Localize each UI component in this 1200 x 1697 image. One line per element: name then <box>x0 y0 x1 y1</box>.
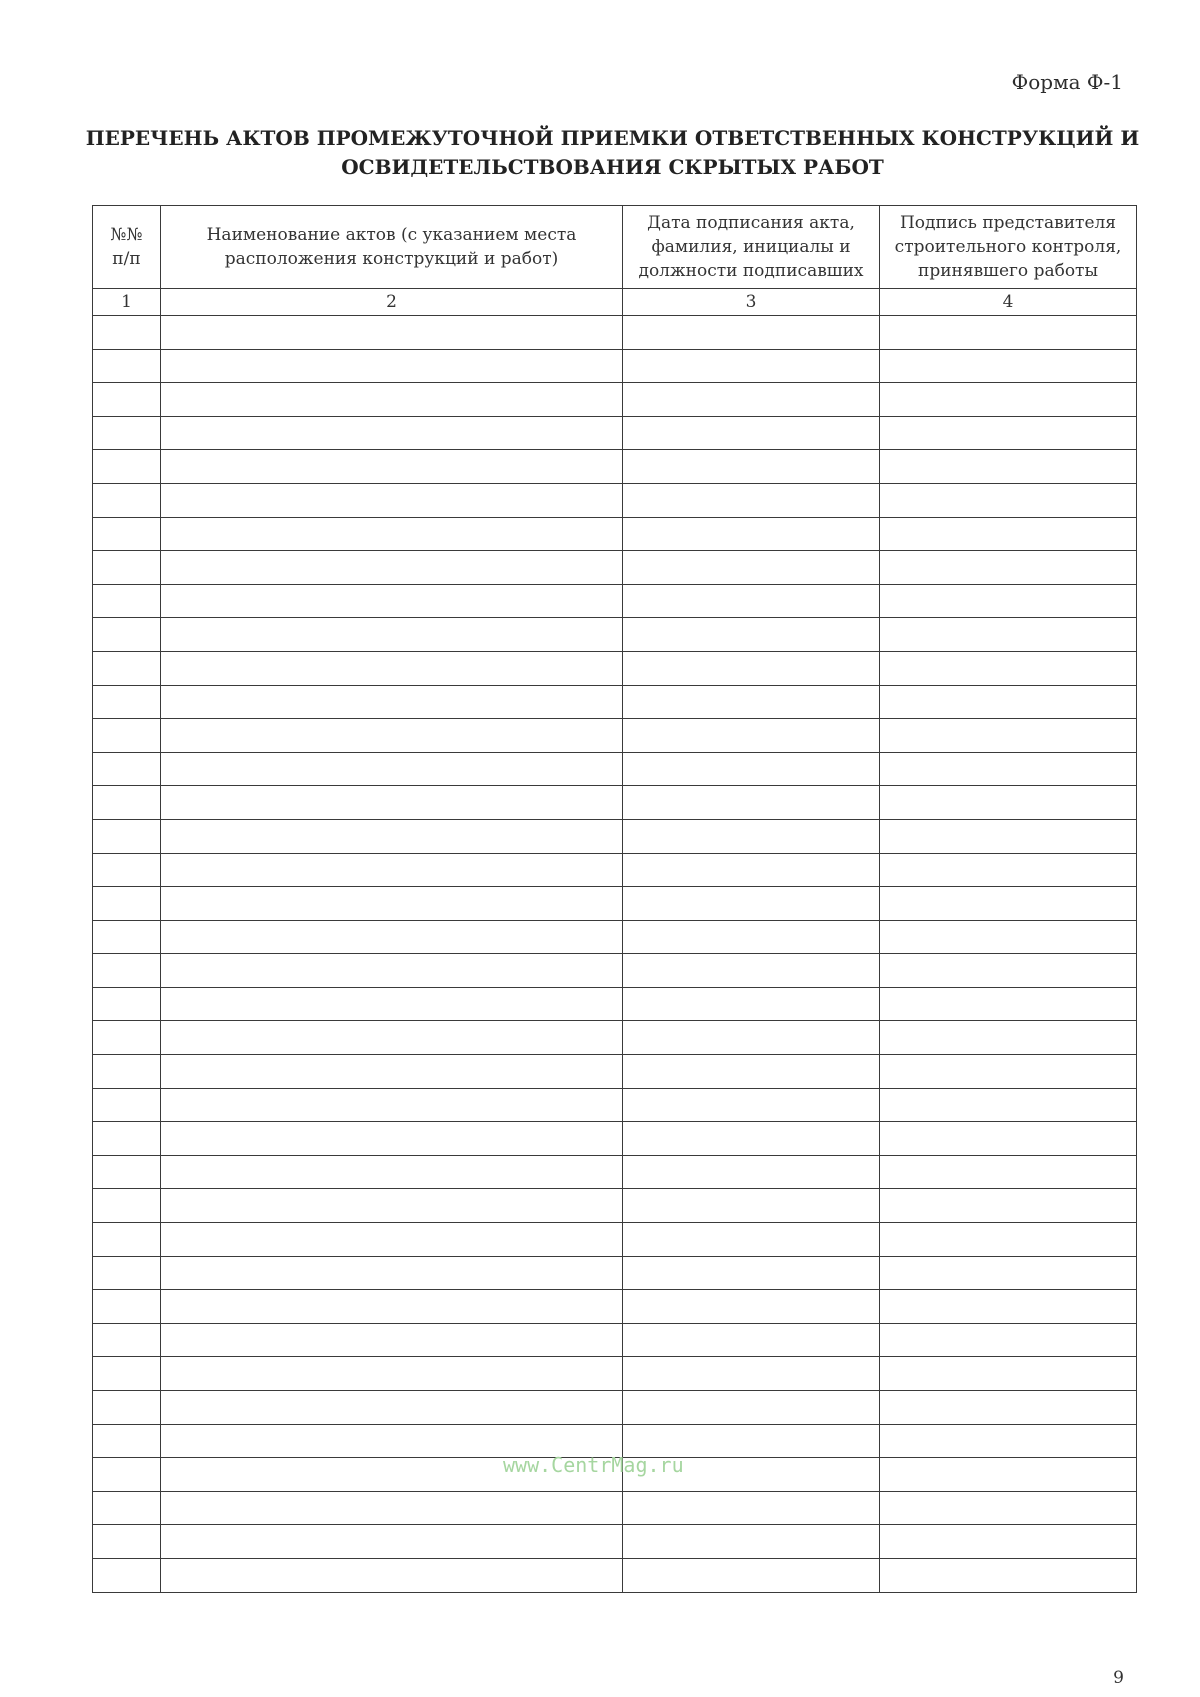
header-control-signature <box>880 206 1137 289</box>
table-cell <box>623 920 880 954</box>
table-cell <box>93 1256 161 1290</box>
table-cell <box>880 618 1137 652</box>
table-cell <box>623 316 880 350</box>
table-row <box>93 1155 1137 1189</box>
column-number-row <box>93 289 1137 316</box>
table-row <box>93 954 1137 988</box>
table-cell <box>880 1525 1137 1559</box>
table-cell <box>880 1558 1137 1592</box>
table-cell <box>880 1290 1137 1324</box>
table-cell <box>161 819 623 853</box>
table-cell <box>161 383 623 417</box>
table-cell <box>880 1088 1137 1122</box>
table-cell <box>880 349 1137 383</box>
table-cell <box>93 316 161 350</box>
table-cell <box>161 483 623 517</box>
table-cell <box>93 1088 161 1122</box>
table-cell <box>93 450 161 484</box>
table-cell <box>161 450 623 484</box>
table-cell <box>161 1290 623 1324</box>
table-cell <box>880 1491 1137 1525</box>
table-cell <box>161 1021 623 1055</box>
table-cell <box>161 1323 623 1357</box>
table-cell <box>161 551 623 585</box>
table-cell <box>623 1391 880 1425</box>
header-number-line-1: №№ <box>110 225 143 245</box>
table-cell <box>93 1055 161 1089</box>
page-number: 9 <box>1113 1668 1124 1688</box>
table-cell <box>93 1189 161 1223</box>
table-cell <box>880 551 1137 585</box>
table-cell <box>93 685 161 719</box>
table-cell <box>93 1491 161 1525</box>
table-row <box>93 517 1137 551</box>
table-cell <box>161 1491 623 1525</box>
table-cell <box>623 450 880 484</box>
table-cell <box>623 1256 880 1290</box>
table-cell <box>623 1558 880 1592</box>
table-cell <box>93 987 161 1021</box>
table-cell <box>161 987 623 1021</box>
table-cell <box>880 450 1137 484</box>
table-row <box>93 483 1137 517</box>
acts-table <box>92 205 1137 1593</box>
table-cell <box>880 584 1137 618</box>
table-cell <box>161 752 623 786</box>
table-cell <box>880 1458 1137 1492</box>
table-cell <box>93 1323 161 1357</box>
header-number <box>93 206 161 289</box>
table-cell <box>93 1458 161 1492</box>
column-number-4: 4 <box>880 289 1137 316</box>
table-cell <box>880 987 1137 1021</box>
table-cell <box>623 618 880 652</box>
table-cell <box>93 349 161 383</box>
document-title <box>0 124 1200 182</box>
table-cell <box>880 483 1137 517</box>
table-row <box>93 349 1137 383</box>
table-cell <box>880 1021 1137 1055</box>
table-cell <box>880 416 1137 450</box>
table-cell <box>880 853 1137 887</box>
table-cell <box>161 719 623 753</box>
table-cell <box>623 853 880 887</box>
table-cell <box>93 1558 161 1592</box>
table-cell <box>161 517 623 551</box>
table-row <box>93 1357 1137 1391</box>
table-cell <box>93 1122 161 1156</box>
table-cell <box>623 1122 880 1156</box>
table-cell <box>623 1189 880 1223</box>
table-row <box>93 1256 1137 1290</box>
table-cell <box>93 551 161 585</box>
table-cell <box>623 551 880 585</box>
table-cell <box>880 752 1137 786</box>
table-cell <box>93 1525 161 1559</box>
table-cell <box>623 954 880 988</box>
table-cell <box>161 1055 623 1089</box>
table-cell <box>93 887 161 921</box>
table-cell <box>623 416 880 450</box>
table-cell <box>93 1290 161 1324</box>
column-number-3: 3 <box>623 289 880 316</box>
table-row <box>93 819 1137 853</box>
table-cell <box>880 920 1137 954</box>
header-act-name-line-2: расположения конструкций и работ) <box>224 249 559 269</box>
table-row <box>93 1021 1137 1055</box>
table-cell <box>623 1223 880 1257</box>
table-cell <box>623 1323 880 1357</box>
table-cell <box>161 685 623 719</box>
table-cell <box>161 316 623 350</box>
table-cell <box>161 920 623 954</box>
header-control-signature-line-3: принявшего работы <box>917 261 1098 281</box>
table-cell <box>161 1088 623 1122</box>
table-row <box>93 719 1137 753</box>
table-cell <box>880 383 1137 417</box>
table-cell <box>161 584 623 618</box>
table-cell <box>880 651 1137 685</box>
table-cell <box>623 383 880 417</box>
table-cell <box>623 483 880 517</box>
table-cell <box>623 786 880 820</box>
table-row <box>93 1223 1137 1257</box>
table-row <box>93 1391 1137 1425</box>
table-cell <box>880 517 1137 551</box>
table-cell <box>623 819 880 853</box>
table-row <box>93 1558 1137 1592</box>
table-cell <box>161 1391 623 1425</box>
table-cell <box>93 786 161 820</box>
header-signing-date-line-2: фамилия, инициалы и <box>651 237 851 257</box>
header-control-signature-line-1: Подпись представителя <box>899 213 1117 233</box>
table-row <box>93 316 1137 350</box>
header-signing-date-line-1: Дата подписания акта, <box>647 213 855 233</box>
header-act-name <box>161 206 623 289</box>
table-row <box>93 1323 1137 1357</box>
table-row <box>93 685 1137 719</box>
table-cell <box>623 987 880 1021</box>
table-cell <box>93 416 161 450</box>
table-cell <box>93 1155 161 1189</box>
table-row <box>93 752 1137 786</box>
table-cell <box>880 1391 1137 1425</box>
table-cell <box>623 887 880 921</box>
table-cell <box>623 1357 880 1391</box>
table-cell <box>623 685 880 719</box>
table-row <box>93 1088 1137 1122</box>
table-cell <box>623 1055 880 1089</box>
column-number-1: 1 <box>93 289 161 316</box>
table-cell <box>93 719 161 753</box>
table-cell <box>880 1189 1137 1223</box>
table-cell <box>623 349 880 383</box>
table-cell <box>161 1223 623 1257</box>
table-cell <box>161 1525 623 1559</box>
table-row <box>93 1491 1137 1525</box>
table-cell <box>161 887 623 921</box>
watermark: www.CentrMag.ru <box>503 1453 684 1477</box>
table-row <box>93 920 1137 954</box>
table-cell <box>161 786 623 820</box>
table-cell <box>93 1021 161 1055</box>
table-cell <box>93 954 161 988</box>
table-row <box>93 383 1137 417</box>
table-cell <box>623 719 880 753</box>
table-cell <box>623 517 880 551</box>
table-cell <box>93 483 161 517</box>
header-signing-date-line-3: должности подписавших <box>638 261 864 281</box>
table-row <box>93 853 1137 887</box>
table-cell <box>93 383 161 417</box>
table-cell <box>93 1391 161 1425</box>
table-row <box>93 584 1137 618</box>
header-act-name-line-1: Наименование актов (с указанием места <box>206 225 577 245</box>
table-cell <box>623 752 880 786</box>
table-cell <box>623 651 880 685</box>
table-header-row <box>93 206 1137 289</box>
table-cell <box>93 651 161 685</box>
table-cell <box>623 1021 880 1055</box>
table-cell <box>880 1357 1137 1391</box>
table-cell <box>93 752 161 786</box>
table-cell <box>93 1357 161 1391</box>
table-cell <box>161 1357 623 1391</box>
table-cell <box>161 1155 623 1189</box>
table-cell <box>880 685 1137 719</box>
table-row <box>93 416 1137 450</box>
table-row <box>93 450 1137 484</box>
table-cell <box>880 954 1137 988</box>
table-cell <box>161 349 623 383</box>
table-cell <box>880 719 1137 753</box>
table-cell <box>93 517 161 551</box>
table-row <box>93 1290 1137 1324</box>
table-row <box>93 1055 1137 1089</box>
table-cell <box>623 1290 880 1324</box>
column-number-2: 2 <box>161 289 623 316</box>
header-signing-date <box>623 206 880 289</box>
table-cell <box>880 1424 1137 1458</box>
table-cell <box>880 1323 1137 1357</box>
title-line-1: ПЕРЕЧЕНЬ АКТОВ ПРОМЕЖУТОЧНОЙ ПРИЕМКИ ОТВЕТСТВЕННЫХ КОНСТРУКЦИЙ И <box>85 126 1140 150</box>
table-cell <box>161 1558 623 1592</box>
header-control-signature-line-2: строительного контроля, <box>894 237 1122 257</box>
table-row <box>93 1525 1137 1559</box>
table-cell <box>161 853 623 887</box>
table-cell <box>880 1155 1137 1189</box>
table-cell <box>623 584 880 618</box>
table-cell <box>623 1491 880 1525</box>
table-cell <box>93 618 161 652</box>
table-cell <box>93 584 161 618</box>
table-cell <box>93 853 161 887</box>
table-cell <box>161 1256 623 1290</box>
empty-rows <box>93 316 1137 1593</box>
table-cell <box>93 819 161 853</box>
table-cell <box>623 1155 880 1189</box>
table-row <box>93 551 1137 585</box>
table-cell <box>93 1223 161 1257</box>
table-cell <box>623 1088 880 1122</box>
table-cell <box>880 1256 1137 1290</box>
table-cell <box>880 316 1137 350</box>
title-line-2: ОСВИДЕТЕЛЬСТВОВАНИЯ СКРЫТЫХ РАБОТ <box>341 155 884 179</box>
table-cell <box>161 1122 623 1156</box>
table-row <box>93 1189 1137 1223</box>
table-cell <box>93 1424 161 1458</box>
form-code: Форма Ф-1 <box>1011 70 1123 94</box>
table-cell <box>880 887 1137 921</box>
header-number-line-2: п/п <box>112 249 141 269</box>
table-cell <box>161 651 623 685</box>
table-cell <box>161 416 623 450</box>
table-cell <box>161 954 623 988</box>
table-row <box>93 786 1137 820</box>
table-row <box>93 987 1137 1021</box>
table-cell <box>93 920 161 954</box>
table-cell <box>161 1189 623 1223</box>
table-cell <box>880 1122 1137 1156</box>
table-cell <box>880 1223 1137 1257</box>
table-cell <box>623 1525 880 1559</box>
table-row <box>93 1122 1137 1156</box>
table-row <box>93 651 1137 685</box>
table-row <box>93 887 1137 921</box>
table-cell <box>880 819 1137 853</box>
table-cell <box>880 786 1137 820</box>
table-cell <box>880 1055 1137 1089</box>
table-row <box>93 618 1137 652</box>
table-cell <box>161 618 623 652</box>
